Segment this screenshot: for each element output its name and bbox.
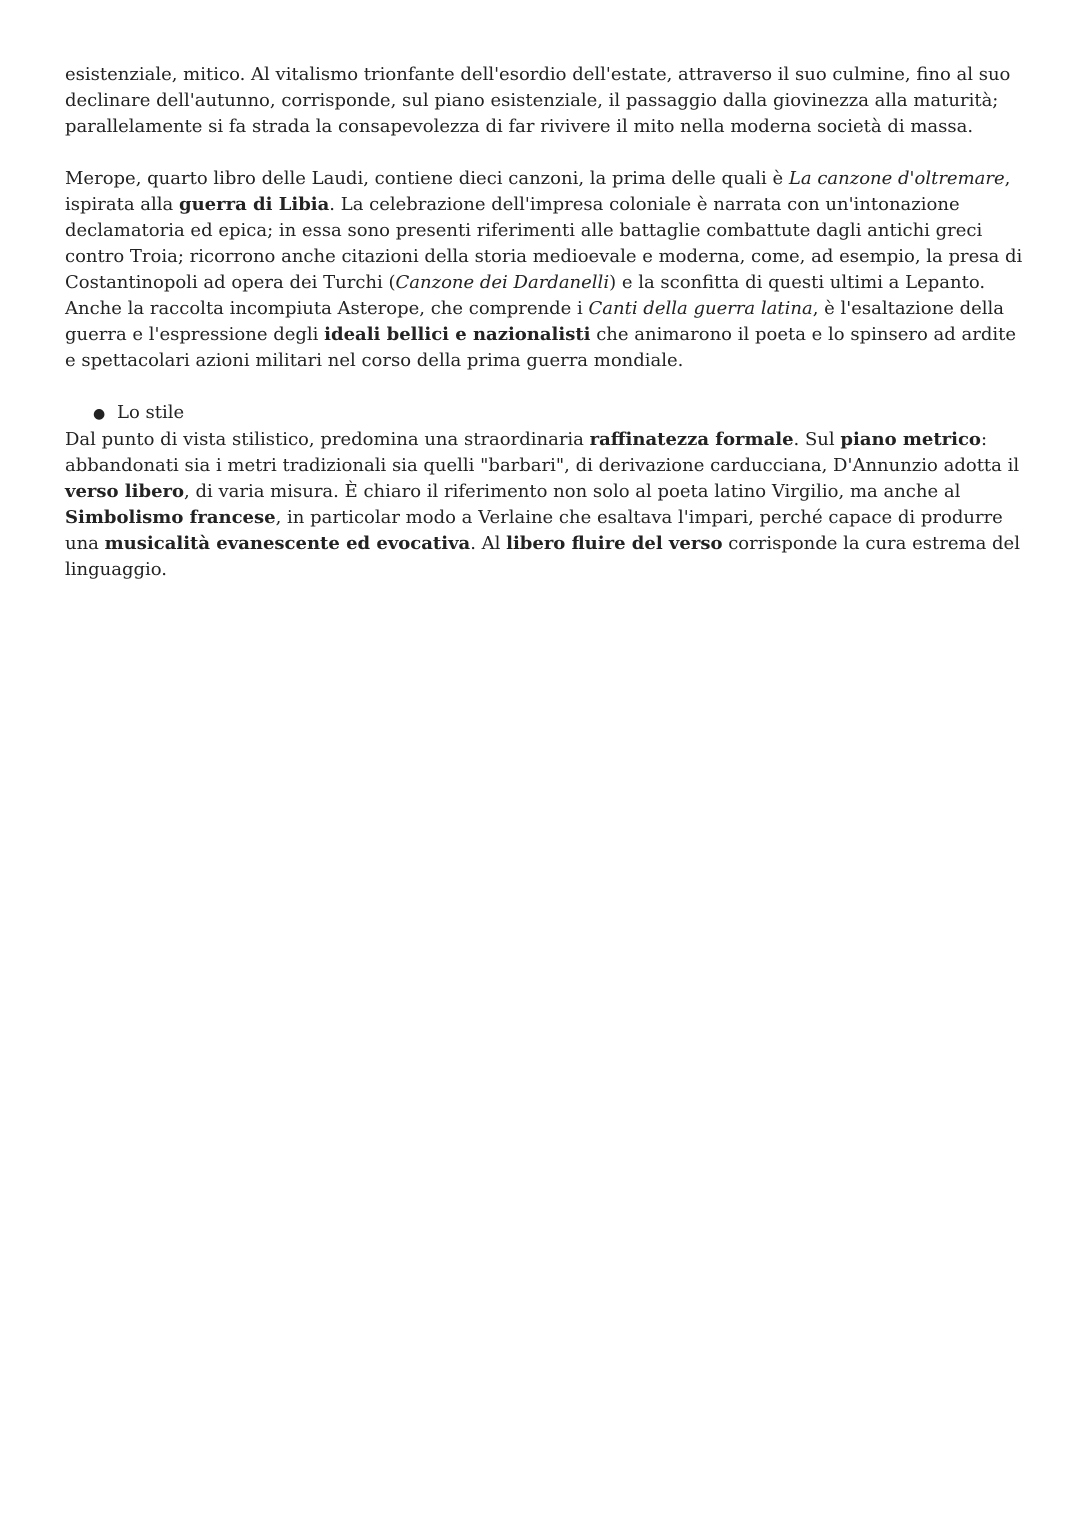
text-span: che animarono il poeta e lo spinsero ad ardite e spettacolari azioni militari nel corso della prima guerra mondiale. xyxy=(65,324,1017,371)
text-span: corrisponde la cura estrema del linguaggio. xyxy=(65,533,1020,580)
italic-title: La canzone d'oltremare xyxy=(788,168,1005,189)
text-span: Dal punto di vista stilistico, predomina una straordinaria xyxy=(65,429,590,450)
bullet-label: Lo stile xyxy=(117,402,185,423)
text-span: . La celebrazione dell'impresa coloniale è narrata con un'intonazione declamatoria ed epica; in essa sono presenti riferimenti alle battaglie combattute dagli antichi greci contro Troia; ricorrono anche citazioni della storia medioevale e moderna, come, ad esempio, la presa di Costantinopoli ad opera dei Turchi ( xyxy=(65,194,1023,293)
text-span: Merope, quarto libro delle Laudi, contiene dieci canzoni, la prima delle quali è xyxy=(65,168,789,189)
italic-title: Canti della guerra latina xyxy=(588,298,813,319)
bullet-icon: ● xyxy=(93,406,106,422)
bold-term: Simbolismo francese xyxy=(65,507,276,528)
bullet-heading-stile xyxy=(65,400,1025,427)
bold-term: musicalità evanescente ed evocativa xyxy=(104,533,471,554)
text-span: ) e la sconfitta di questi ultimi a Lepanto. Anche la raccolta incompiuta Asterope, che comprende i xyxy=(65,272,986,319)
bold-term: guerra di Libia xyxy=(179,194,330,215)
paragraph-intro-text: esistenziale, mitico. Al vitalismo trionfante dell'esordio dell'estate, attraverso il suo culmine, fino al suo declinare dell'autunno, corrisponde, sul piano esistenziale, il passaggio dalla giovinezza alla maturità; parallelamente si fa strada la consapevolezza di far rivivere il mito nella moderna società di massa. xyxy=(65,64,1011,137)
text-span: : abbandonati sia i metri tradizionali sia quelli "barbari", di derivazione carducciana, D'Annunzio adotta il xyxy=(65,429,1020,476)
bold-term: verso libero xyxy=(65,481,185,502)
text-span: . Al xyxy=(470,533,507,554)
paragraph-merope xyxy=(65,166,1025,374)
bold-term: piano metrico xyxy=(840,429,981,450)
text-span: . Sul xyxy=(793,429,841,450)
text-span: , è l'esaltazione della guerra e l'espressione degli xyxy=(65,298,1005,345)
bold-term: libero fluire del verso xyxy=(506,533,723,554)
text-span: , di varia misura. È chiaro il riferimento non solo al poeta latino Virgilio, ma anche al xyxy=(184,481,961,502)
paragraph-intro xyxy=(65,62,1025,140)
paragraph-stile xyxy=(65,427,1025,583)
bold-term: raffinatezza formale xyxy=(589,429,794,450)
bold-term: ideali bellici e nazionalisti xyxy=(324,324,591,345)
italic-title: Canzone dei Dardanelli xyxy=(395,272,610,293)
text-span: , in particolar modo a Verlaine che esaltava l'impari, perché capace di produrre una xyxy=(65,507,1003,554)
document-page xyxy=(65,62,1025,583)
text-span: , ispirata alla xyxy=(65,168,1011,215)
